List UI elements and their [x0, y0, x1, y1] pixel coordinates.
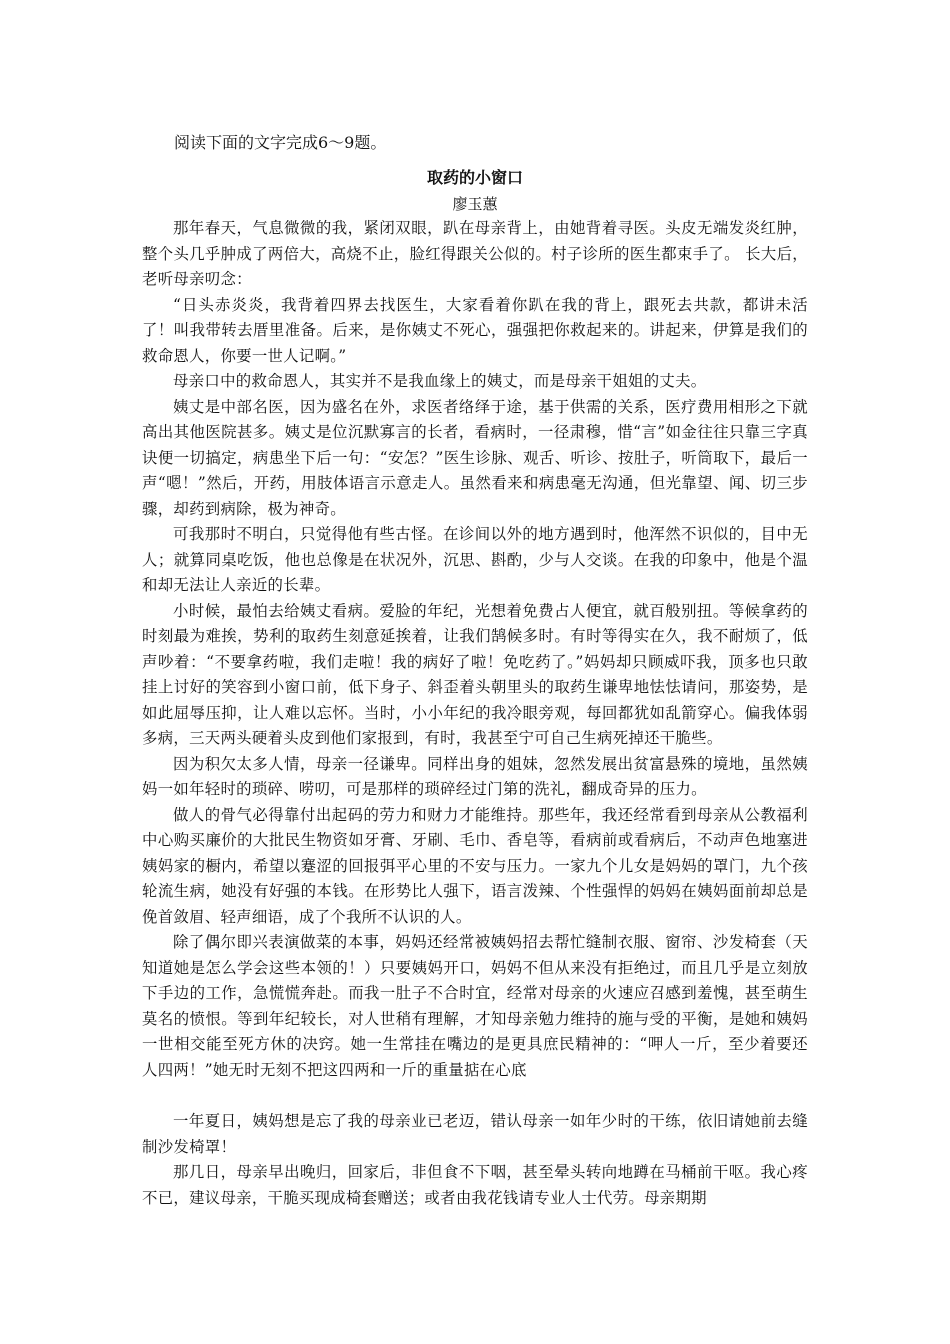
paragraph: 姨丈是中部名医，因为盛名在外，求医者络绎于途，基于供需的关系，医疗费用相形之下就高出其他医院甚多。姨丈是位沉默寡言的长者，看病时，一径肃穆，惜“言”如金往往只靠三字真诀便一切搞定，病患坐下后一句：“安怎？”医生诊脉、观舌、听诊、按肚子，听筒取下，最后一声“嗯！”然后，开药，用肢体语言示意走人。虽然看来和病患毫无沟通，但光靠望、闻、切三步骤，却药到病除，极为神奇。 — [142, 397, 808, 518]
article-title: 取药的小窗口 — [426, 168, 523, 187]
paragraph-gap — [142, 1083, 808, 1109]
paragraph: “日头赤炎炎，我背着四界去找医生，大家看着你趴在我的背上，跟死去共款，都讲未活了！叫我带转去厝里准备。后来，是你姨丈不死心，强强把你救起来的。讲起来，伊算是我们的救命恩人，你要一世人记啊。” — [142, 295, 808, 365]
article-author: 廖玉蕙 — [452, 195, 498, 213]
question-instruction: 阅读下面的文字完成6～9题。 — [174, 133, 387, 152]
article-body — [142, 216, 808, 1211]
paragraph: 小时候，最怕去给姨丈看病。爱脸的年纪，光想着免费占人便宜，就百般别扭。等候拿药的时刻最为难挨，势利的取药生刻意延挨着，让我们鹄候多时。有时等得实在久，我不耐烦了，低声吵着：“不要拿药啦，我们走啦！我的病好了啦！免吃药了。”妈妈却只顾威吓我，顶多也只敢挂上讨好的笑容到小窗口前，低下身子、斜歪着头朝里头的取药生谦卑地怯怯请问，那姿势，是如此屈辱压抑，让人难以忘怀。当时，小小年纪的我冷眼旁观，每回都犹如乱箭穿心。偏我体弱多病，三天两头硬着头皮到他们家报到，有时，我甚至宁可自己生病死掉还干脆些。 — [142, 601, 808, 747]
paragraph: 那年春天，气息微微的我，紧闭双眼，趴在母亲背上，由她背着寻医。头皮无端发炎红肿，整个头几乎肿成了两倍大，高烧不止，脸红得跟关公似的。村子诊所的医生都束手了。 长大后，老听母亲叨念： — [142, 219, 808, 288]
paragraph: 除了偶尔即兴表演做菜的本事，妈妈还经常被姨妈招去帮忙缝制衣服、窗帘、沙发椅套（天知道她是怎么学会这些本领的！）只要姨妈开口，妈妈不但从来没有拒绝过，而且几乎是立刻放下手边的工作，急慌慌奔赴。而我一肚子不合时宜，经常对母亲的火速应召感到羞愧，甚至萌生莫名的愤恨。等到年纪较长，对人世稍有理解，才知母亲勉力维持的施与受的平衡，是她和姨妈一世相交能至死方休的决窍。她一生常挂在嘴边的是更具庶民精神的：“呷人一斤，至少着要还人四两！”她无时无刻不把这四两和一斤的重量掂在心底 — [142, 933, 808, 1079]
document-page — [142, 128, 808, 1211]
paragraph: 一年夏日，姨妈想是忘了我的母亲业已老迈，错认母亲一如年少时的干练，依旧请她前去缝制沙发椅罩！ — [142, 1112, 808, 1156]
paragraph: 母亲口中的救命恩人，其实并不是我血缘上的姨丈，而是母亲干姐姐的丈夫。 — [173, 372, 707, 390]
paragraph: 可我那时不明白，只觉得他有些古怪。在诊间以外的地方遇到时，他浑然不识似的，目中无人；就算同桌吃饭，他也总像是在状况外，沉思、斟酌，少与人交谈。在我的印象中，他是个温和却无法让人亲近的长辈。 — [142, 525, 808, 594]
paragraph: 因为积欠太多人情，母亲一径谦卑。同样出身的姐妹，忽然发展出贫富悬殊的境地，虽然姨妈一如年轻时的琐碎、唠叨，可是那样的琐碎经过门第的洗礼，翻成奇异的压力。 — [142, 754, 808, 798]
paragraph: 做人的骨气必得靠付出起码的劳力和财力才能维持。那些年，我还经常看到母亲从公教福利中心购买廉价的大批民生物资如牙膏、牙刷、毛巾、香皂等，看病前或看病后，不动声色地塞进姨妈家的橱内，希望以蹇涩的回报弭平心里的不安与压力。一家九个儿女是妈妈的罩门，九个孩轮流生病，她没有好强的本钱。在形势比人强下，语言泼辣、个性强悍的妈妈在姨妈面前却总是俛首敛眉、轻声细语，成了个我所不认识的人。 — [142, 805, 808, 926]
paragraph: 那几日，母亲早出晚归，回家后，非但食不下咽，甚至晕头转向地蹲在马桶前干呕。我心疼不已，建议母亲，干脆买现成椅套赠送；或者由我花钱请专业人士代劳。母亲期期 — [142, 1163, 808, 1207]
